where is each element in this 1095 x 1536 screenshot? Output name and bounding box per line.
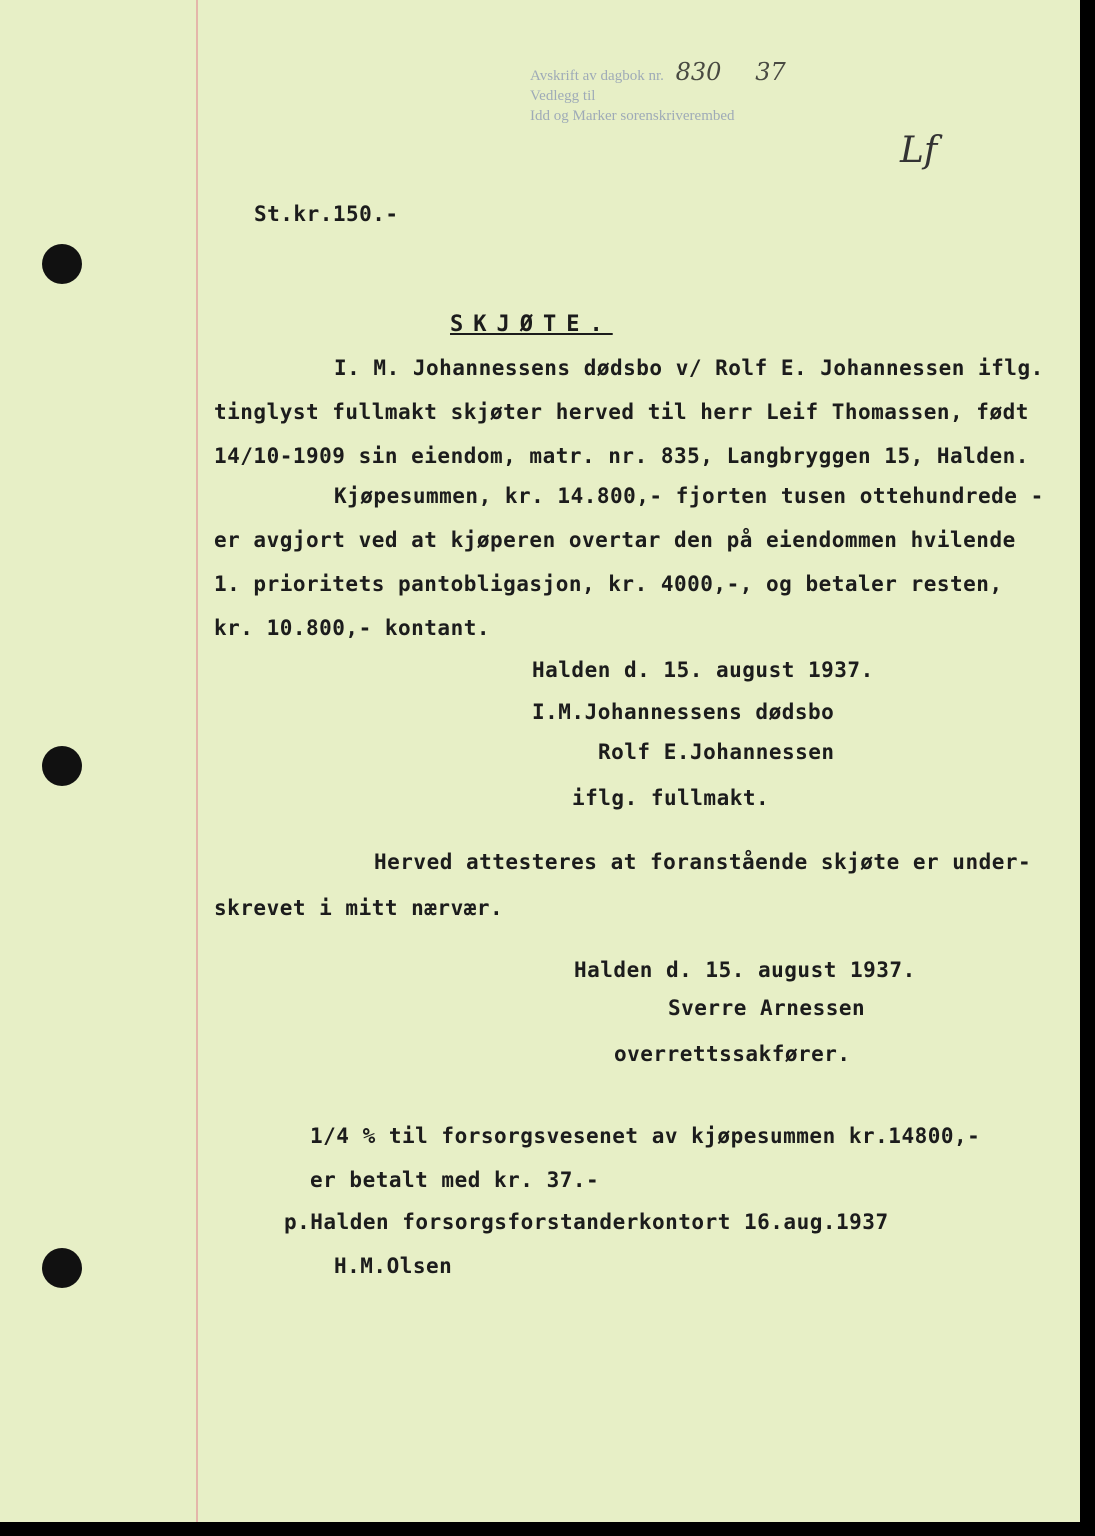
- stamp-line-2: Vedlegg til: [530, 88, 596, 104]
- margin-line: [196, 0, 198, 1522]
- stamp-line-3: Idd og Marker sorenskriverembed: [530, 108, 735, 124]
- punch-hole: [42, 244, 82, 284]
- body-line: tinglyst fullmakt skjøter herved til herr Leif Thomassen, født: [214, 400, 1029, 424]
- document-title: SKJØTE.: [450, 312, 613, 337]
- signature-1-name: Rolf E.Johannessen: [598, 740, 835, 764]
- signature-2-title: overrettssakfører.: [614, 1042, 851, 1066]
- registry-stamp: [530, 58, 786, 126]
- punch-hole: [42, 1248, 82, 1288]
- body-line: kr. 10.800,- kontant.: [214, 616, 491, 640]
- signature-2-place-date: Halden d. 15. august 1937.: [574, 958, 916, 982]
- signature-1-place-date: Halden d. 15. august 1937.: [532, 658, 874, 682]
- attestation-line: Herved attesteres at foranstående skjøte er under-: [374, 850, 1032, 874]
- signature-1-capacity: iflg. fullmakt.: [572, 786, 770, 810]
- fee-line: er betalt med kr. 37.-: [310, 1168, 600, 1192]
- stamp-line-1: Avskrift av dagbok nr.: [530, 68, 664, 84]
- body-line: Kjøpesummen, kr. 14.800,- fjorten tusen ottehundrede -: [334, 484, 1044, 508]
- fee-line: H.M.Olsen: [334, 1254, 453, 1278]
- body-line: 14/10-1909 sin eiendom, matr. nr. 835, Langbryggen 15, Halden.: [214, 444, 1029, 468]
- signature-1-estate: I.M.Johannessens dødsbo: [532, 700, 835, 724]
- stamp-year: 37: [755, 58, 786, 86]
- fee-line: p.Halden forsorgsforstanderkontort 16.aug.1937: [284, 1210, 889, 1234]
- fee-line: 1/4 % til forsorgsvesenet av kjøpesummen kr.14800,-: [310, 1124, 981, 1148]
- signature-2-name: Sverre Arnessen: [668, 996, 866, 1020]
- body-line: 1. prioritets pantobligasjon, kr. 4000,-, og betaler resten,: [214, 572, 1003, 596]
- handwritten-initials: Lf: [900, 130, 938, 171]
- stamp-number: 830: [675, 58, 722, 86]
- punch-hole: [42, 746, 82, 786]
- attestation-line: skrevet i mitt nærvær.: [214, 896, 504, 920]
- body-line: er avgjort ved at kjøperen overtar den på eiendommen hvilende: [214, 528, 1016, 552]
- body-line: I. M. Johannessens dødsbo v/ Rolf E. Johannessen iflg.: [334, 356, 1044, 380]
- stamp-duty: St.kr.150.-: [254, 202, 399, 226]
